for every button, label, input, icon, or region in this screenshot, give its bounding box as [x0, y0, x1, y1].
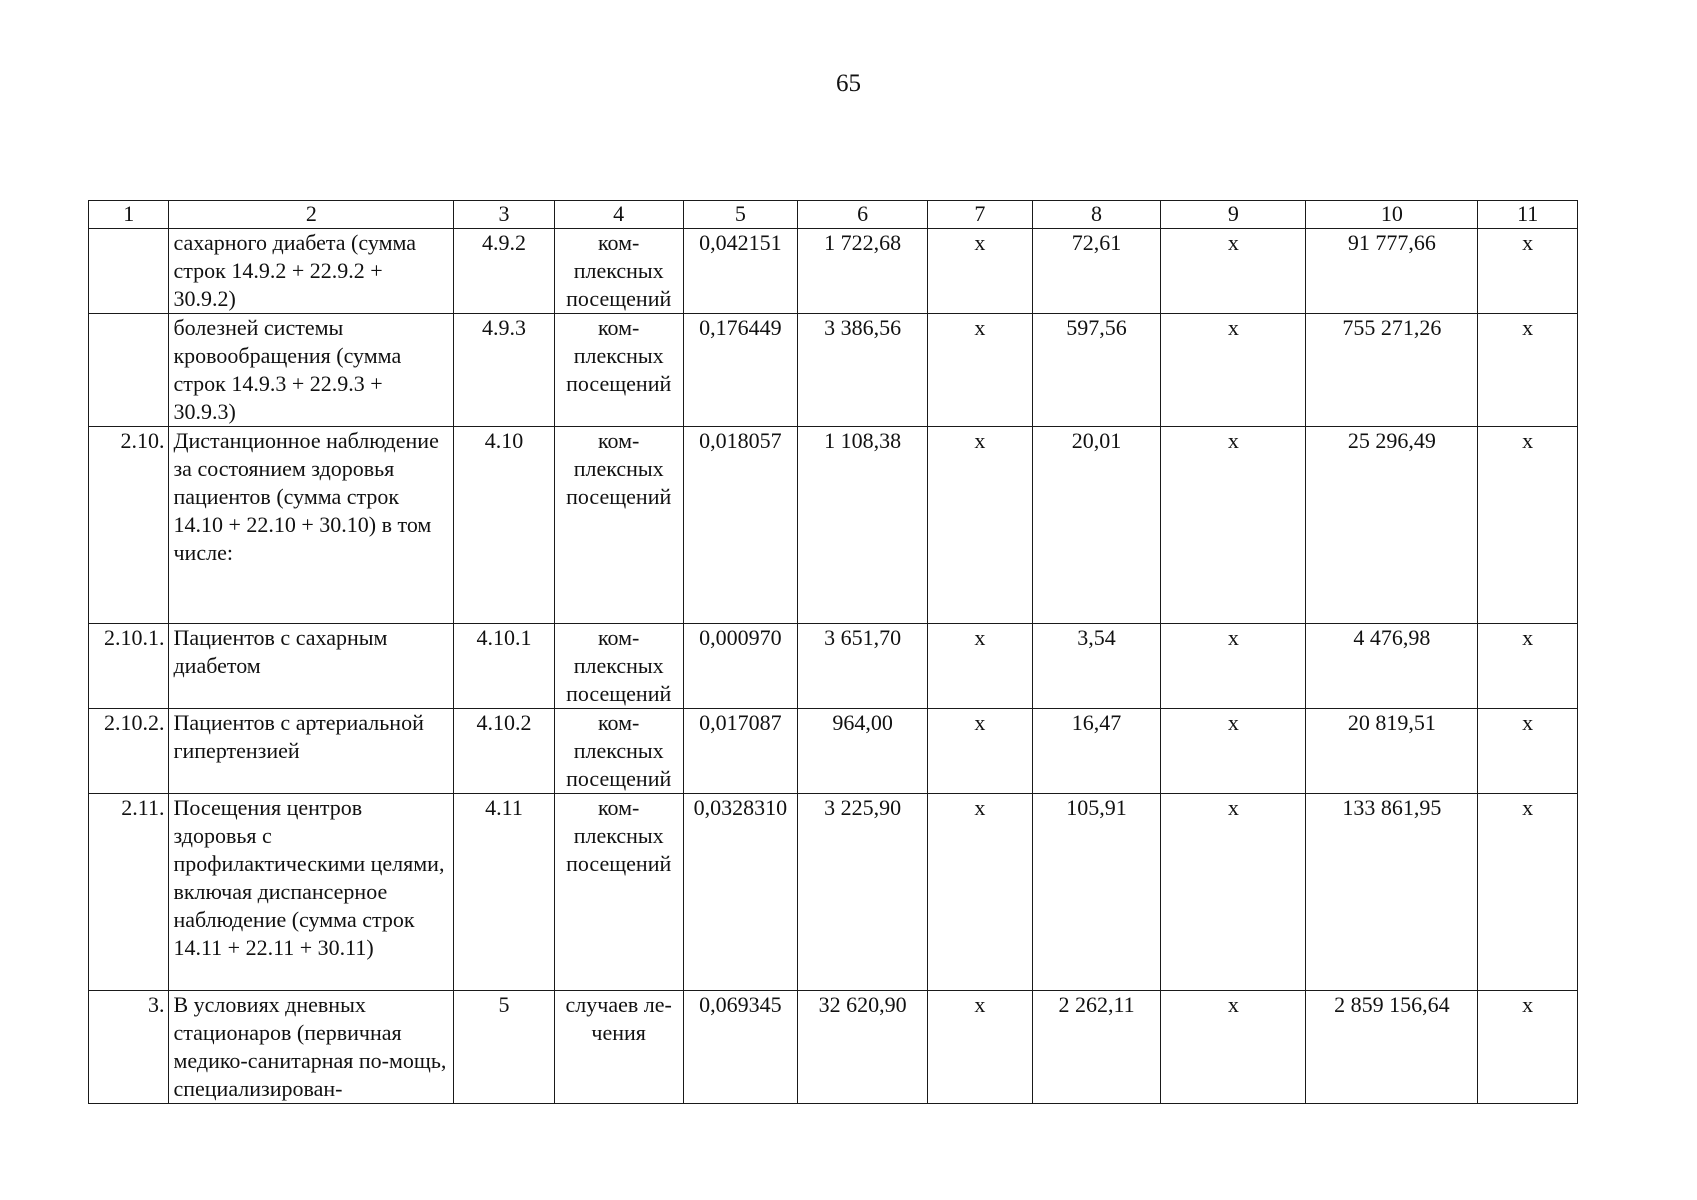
col-header-9: 9: [1161, 201, 1306, 229]
col9-cell: х: [1161, 709, 1306, 794]
col9-cell: х: [1161, 229, 1306, 314]
row-code: 4.9.2: [454, 229, 555, 314]
table-row: [89, 314, 1578, 427]
norm-cell: 0,042151: [683, 229, 798, 314]
per-capita-cell: 597,56: [1032, 314, 1161, 427]
total-cell: 755 271,26: [1306, 314, 1478, 427]
total-cell: 20 819,51: [1306, 709, 1478, 794]
col-header-3: 3: [454, 201, 555, 229]
total-cell: 133 861,95: [1306, 794, 1478, 991]
cost-cell: 1 722,68: [798, 229, 928, 314]
unit-cell: ком-плексных посещений: [554, 427, 683, 624]
row-name: сахарного диабета (сумма строк 14.9.2 + 22.9.2 + 30.9.2): [169, 229, 454, 314]
norm-cell: 0,018057: [683, 427, 798, 624]
row-name: Пациентов с артериальной гипертензией: [169, 709, 454, 794]
col7-cell: х: [928, 314, 1033, 427]
unit-cell: случаев ле-чения: [554, 991, 683, 1104]
col11-cell: х: [1478, 314, 1578, 427]
row-code: 5: [454, 991, 555, 1104]
table-row: [89, 794, 1578, 991]
col-header-10: 10: [1306, 201, 1478, 229]
col9-cell: х: [1161, 427, 1306, 624]
unit-cell: ком-плексных посещений: [554, 229, 683, 314]
row-code: 4.10.2: [454, 709, 555, 794]
data-table: [88, 200, 1578, 1104]
col9-cell: х: [1161, 991, 1306, 1104]
col9-cell: х: [1161, 314, 1306, 427]
per-capita-cell: 20,01: [1032, 427, 1161, 624]
col-header-1: 1: [89, 201, 169, 229]
total-cell: 2 859 156,64: [1306, 991, 1478, 1104]
unit-cell: ком-плексных посещений: [554, 624, 683, 709]
row-name: Пациентов с сахарным диабетом: [169, 624, 454, 709]
page-number: 65: [836, 70, 861, 97]
unit-cell: ком-плексных посещений: [554, 314, 683, 427]
row-name: Посещения центров здоровья с профилактическими целями, включая диспансерное наблюдение (сумма строк 14.11 + 22.11 + 30.11): [169, 794, 454, 991]
row-name: Дистанционное наблюдение за состоянием здоровья пациентов (сумма строк 14.10 + 22.10 + 30.10) в том числе:: [169, 427, 454, 624]
row-name: В условиях дневных стационаров (первичная медико-санитарная по-мощь, специализирован-: [169, 991, 454, 1104]
col7-cell: х: [928, 794, 1033, 991]
table-row: [89, 427, 1578, 624]
col-header-8: 8: [1032, 201, 1161, 229]
norm-cell: 0,017087: [683, 709, 798, 794]
row-code: 4.9.3: [454, 314, 555, 427]
col7-cell: х: [928, 427, 1033, 624]
col7-cell: х: [928, 229, 1033, 314]
col-header-4: 4: [554, 201, 683, 229]
cost-cell: 3 651,70: [798, 624, 928, 709]
table-row: [89, 709, 1578, 794]
cost-cell: 3 225,90: [798, 794, 928, 991]
norm-cell: 0,0328310: [683, 794, 798, 991]
row-number: [89, 229, 169, 314]
table-row: [89, 229, 1578, 314]
row-number: 2.11.: [89, 794, 169, 991]
col11-cell: х: [1478, 427, 1578, 624]
unit-cell: ком-плексных посещений: [554, 709, 683, 794]
col11-cell: х: [1478, 229, 1578, 314]
col7-cell: х: [928, 991, 1033, 1104]
cost-cell: 3 386,56: [798, 314, 928, 427]
col7-cell: х: [928, 624, 1033, 709]
col-header-7: 7: [928, 201, 1033, 229]
table-row: [89, 991, 1578, 1104]
cost-cell: 964,00: [798, 709, 928, 794]
cost-cell: 32 620,90: [798, 991, 928, 1104]
col11-cell: х: [1478, 709, 1578, 794]
col-header-6: 6: [798, 201, 928, 229]
row-number: 2.10.2.: [89, 709, 169, 794]
row-code: 4.10: [454, 427, 555, 624]
norm-cell: 0,069345: [683, 991, 798, 1104]
total-cell: 4 476,98: [1306, 624, 1478, 709]
per-capita-cell: 105,91: [1032, 794, 1161, 991]
row-name: болезней системы кровообращения (сумма строк 14.9.3 + 22.9.3 + 30.9.3): [169, 314, 454, 427]
table-row: [89, 624, 1578, 709]
col9-cell: х: [1161, 624, 1306, 709]
col-header-5: 5: [683, 201, 798, 229]
total-cell: 25 296,49: [1306, 427, 1478, 624]
total-cell: 91 777,66: [1306, 229, 1478, 314]
row-code: 4.10.1: [454, 624, 555, 709]
norm-cell: 0,176449: [683, 314, 798, 427]
per-capita-cell: 2 262,11: [1032, 991, 1161, 1104]
col-header-11: 11: [1478, 201, 1578, 229]
per-capita-cell: 3,54: [1032, 624, 1161, 709]
col11-cell: х: [1478, 624, 1578, 709]
cost-cell: 1 108,38: [798, 427, 928, 624]
per-capita-cell: 16,47: [1032, 709, 1161, 794]
row-number: 2.10.1.: [89, 624, 169, 709]
col11-cell: х: [1478, 794, 1578, 991]
row-number: 2.10.: [89, 427, 169, 624]
norm-cell: 0,000970: [683, 624, 798, 709]
unit-cell: ком-плексных посещений: [554, 794, 683, 991]
col11-cell: х: [1478, 991, 1578, 1104]
row-code: 4.11: [454, 794, 555, 991]
header-row: [89, 201, 1578, 229]
row-number: [89, 314, 169, 427]
per-capita-cell: 72,61: [1032, 229, 1161, 314]
row-number: 3.: [89, 991, 169, 1104]
col7-cell: х: [928, 709, 1033, 794]
col-header-2: 2: [169, 201, 454, 229]
col9-cell: х: [1161, 794, 1306, 991]
